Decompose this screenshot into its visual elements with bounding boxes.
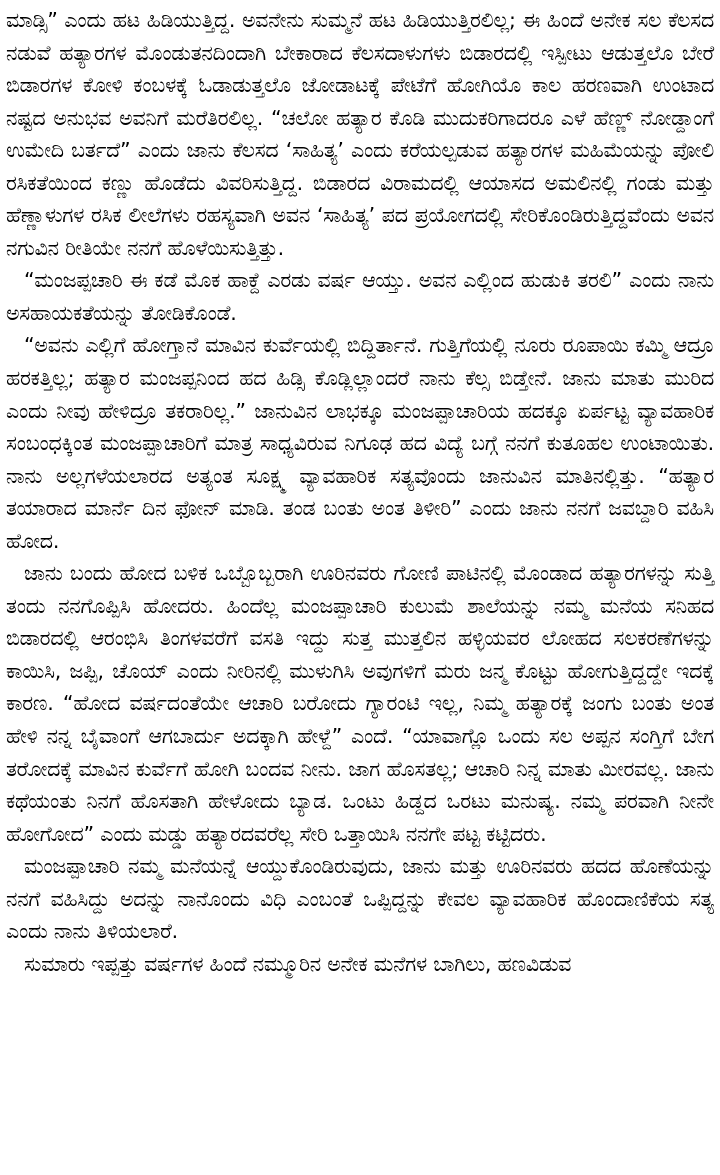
paragraph-3: “ಅವನು ಎಲ್ಲಿಗೆ ಹೋಗ್ತಾನೆ ಮಾವಿನ ಕುರ್ವೆಯಲ್ಲಿ ಬಿದ್ದಿರ್ತಾನೆ. ಗುತ್ತಿಗೆಯಲ್ಲಿ ನೂರು ರೂಪಾಯಿ ಕಮ್ಮಿ ಆದ್ರೂ ಹರಕತ್ತಿಲ್ಲ; ಹತ್ಯಾರ ಮಂಜಪ್ಪನಿಂದ ಹದ ಹಿಡ್ಸಿ ಕೊಡ್ಲಿಲ್ಲಾಂದರೆ ನಾನು ಕೆಲ್ಸ ಬಿಡ್ತೇನೆ. ಜಾನು ಮಾತು ಮುರಿದ ಎಂದು ನೀವು ಹೇಳಿದ್ರೂ ತಕರಾರಿಲ್ಲ.” ಜಾನುವಿನ ಲಾಭಕ್ಕೂ ಮಂಜಪ್ಪಾಚಾರಿಯ ಹದಕ್ಕೂ ಏರ್ಪಟ್ಟ ವ್ಯಾವಹಾರಿಕ ಸಂಬಂಧಕ್ಕಿಂತ ಮಂಜಪ್ಪಾಚಾರಿಗೆ ಮಾತ್ರ ಸಾಧ್ಯವಿರುವ ನಿಗೂಢ ಹದ ವಿದ್ಯೆ ಬಗ್ಗೆ ನನಗೆ ಕುತೂಹಲ ಉಂಟಾಯಿತು. ನಾನು ಅಲ್ಲಗಳೆಯಲಾರದ ಅತ್ಯಂತ ಸೂಕ್ಷ್ಮ ವ್ಯಾವಹಾರಿಕ ಸತ್ಯವೊಂದು ಜಾನುವಿನ ಮಾತಿನಲ್ಲಿತ್ತು. “ಹತ್ಯಾರ ತಯಾರಾದ ಮಾರ್ನೆ ದಿನ ಫೋನ್ ಮಾಡಿ. ತಂಡ ಬಂತು ಅಂತ ತಿಳೀರಿ” ಎಂದು ಜಾನು ನನಗೆ ಜವಬ್ದಾರಿ ವಹಿಸಿ ಹೋದ.	[6, 333, 714, 553]
paragraph-1: ಮಾಡ್ಸಿ” ಎಂದು ಹಟ ಹಿಡಿಯುತ್ತಿದ್ದ. ಅವನೇನು ಸುಮ್ಮನೆ ಹಟ ಹಿಡಿಯುತ್ತಿರಲಿಲ್ಲ; ಈ ಹಿಂದೆ ಅನೇಕ ಸಲ ಕೆಲಸದ ನಡುವೆ ಹತ್ಯಾರಗಳ ಮೊಂಡುತನದಿಂದಾಗಿ ಬೇಕಾರಾದ ಕೆಲಸದಾಳುಗಳು ಬಿಡಾರದಲ್ಲಿ ಇಸ್ಪೀಟು ಆಡುತ್ತಲೊ ಬೇರೆ ಬಿಡಾರಗಳ ಕೋಳಿ ಕಂಬಳಕ್ಕೆ ಓಡಾಡುತ್ತಲೊ ಜೋಡಾಟಕ್ಕೆ ಪೇಟೆಗೆ ಹೋಗಿಯೊ ಕಾಲ ಹರಣವಾಗಿ ಉಂಟಾದ ನಷ್ಟದ ಅನುಭವ ಅವನಿಗೆ ಮರೆತಿರಲಿಲ್ಲ. “ಚಲೋ ಹತ್ಯಾರ ಕೊಡಿ ಮುದುಕರಿಗಾದರೂ ಎಳೆ ಹೆಣ್ಣ್ ನೋಡ್ದಾಂಗೆ ಉಮೇದಿ ಬರ್ತದೆ” ಎಂದು ಜಾನು ಕೆಲಸದ ‘ಸಾಹಿತ್ಯ’ ಎಂದು ಕರೆಯಲ್ಪಡುವ ಹತ್ಯಾರಗಳ ಮಹಿಮೆಯನ್ನು ಪೋಲಿ ರಸಿಕತೆಯಿಂದ ಕಣ್ಣು ಹೊಡೆದು ವಿವರಿಸುತ್ತಿದ್ದ. ಬಿಡಾರದ ವಿರಾಮದಲ್ಲಿ ಆಯಾಸದ ಅಮಲಿನಲ್ಲಿ ಗಂಡು ಮತ್ತು ಹೆಣ್ಣಾಳುಗಳ ರಸಿಕ ಲೀಲೆಗಳು ರಹಸ್ಯವಾಗಿ ಅವನ ‘ಸಾಹಿತ್ಯ’ ಪದ ಪ್ರಯೋಗದಲ್ಲಿ ಸೇರಿಕೊಂಡಿರುತ್ತಿದ್ದವೆಂದು ಅವನ ನಗುವಿನ ರೀತಿಯೇ ನನಗೆ ಹೊಳೆಯಿಸುತ್ತಿತ್ತು.	[6, 8, 714, 260]
paragraph-2: “ಮಂಜಪ್ಪಚಾರಿ ಈ ಕಡೆ ಮೊಕ ಹಾಕ್ದೆ ಎರಡು ವರ್ಷ ಆಯ್ತು. ಅವನ ಎಲ್ಲಿಂದ ಹುಡುಕಿ ತರಲಿ” ಎಂದು ನಾನು ಅಸಹಾಯಕತೆಯನ್ನು ತೋಡಿಕೊಂಡೆ.	[6, 268, 714, 325]
paragraph-6: ಸುಮಾರು ಇಪ್ಪತ್ತು ವರ್ಷಗಳ ಹಿಂದೆ ನಮ್ಮೂರಿನ ಅನೇಕ ಮನೆಗಳ ಬಾಗಿಲು, ಹಣವಿಡುವ	[24, 951, 572, 976]
paragraph-5: ಮಂಜಪ್ಪಾಚಾರಿ ನಮ್ಮ ಮನೆಯನ್ನೆ ಆಯ್ದುಕೊಂಡಿರುವುದು, ಜಾನು ಮತ್ತು ಊರಿನವರು ಹದದ ಹೊಣೆಯನ್ನು ನನಗೆ ವಹಿಸಿದ್ದು ಅದನ್ನು ನಾನೊಂದು ವಿಧಿ ಎಂಬಂತೆ ಒಪ್ಪಿದ್ದನ್ನು ಕೇವಲ ವ್ಯಾವಹಾರಿಕ ಹೊಂದಾಣಿಕೆಯ ಸತ್ಯ ಎಂದು ನಾನು ತಿಳಿಯಲಾರೆ.	[6, 854, 714, 944]
paragraph-4: ಜಾನು ಬಂದು ಹೋದ ಬಳಿಕ ಒಬ್ಬೊಬ್ಬರಾಗಿ ಊರಿನವರು ಗೋಣಿ ಪಾಟಿನಲ್ಲಿ ಮೊಂಡಾದ ಹತ್ಯಾರಗಳನ್ನು ಸುತ್ತಿ ತಂದು ನನಗೊಪ್ಪಿಸಿ ಹೋದರು. ಹಿಂದೆಲ್ಲ ಮಂಜಪ್ಪಾಚಾರಿ ಕುಲುಮೆ ಶಾಲೆಯನ್ನು ನಮ್ಮ ಮನೆಯ ಸನಿಹದ ಬಿಡಾರದಲ್ಲಿ ಆರಂಭಿಸಿ ತಿಂಗಳವರೆಗೆ ವಸತಿ ಇದ್ದು ಸುತ್ತ ಮುತ್ತಲಿನ ಹಳ್ಳಿಯವರ ಲೋಹದ ಸಲಕರಣೆಗಳನ್ನು ಕಾಯಿಸಿ, ಜಪ್ಪಿ, ಚೊಯ್ ಎಂದು ನೀರಿನಲ್ಲಿ ಮುಳುಗಿಸಿ ಅವುಗಳಿಗೆ ಮರು ಜನ್ಮ ಕೊಟ್ಟು ಹೋಗುತ್ತಿದ್ದದ್ದೇ ಇದಕ್ಕೆ ಕಾರಣ. “ಹೋದ ವರ್ಷದಂತೆಯೇ ಆಚಾರಿ ಬರೋದು ಗ್ಯಾರಂಟಿ ಇಲ್ಲ, ನಿಮ್ಮ ಹತ್ಯಾರಕ್ಕೆ ಜಂಗು ಬಂತು ಅಂತ ಹೇಳಿ ನನ್ನ ಬೈವಾಂಗೆ ಆಗಬಾರ್ದು ಅದಕ್ಕಾಗಿ ಹೇಳ್ದೆ” ಎಂದೆ. “ಯಾವಾಗ್ಲೊ ಒಂದು ಸಲ ಅಪ್ಪನ ಸಂಗ್ತಿಗೆ ಬೇಗ ತರೋದಕ್ಕೆ ಮಾವಿನ ಕುರ್ವೆಗೆ ಹೋಗಿ ಬಂದವ ನೀನು. ಜಾಗ ಹೊಸತಲ್ಲ; ಆಚಾರಿ ನಿನ್ನ ಮಾತು ಮೀರವಲ್ಲ. ಜಾನು ಕಥೆಯಂತು ನಿನಗೆ ಹೊಸತಾಗಿ ಹೇಳೋದು ಬ್ಯಾಡ. ಒಂಟು ಹಿಡ್ದದ ಒರಟು ಮನುಷ್ಯ. ನಮ್ಮ ಪರವಾಗಿ ನೀನೇ ಹೋಗೋದ” ಎಂದು ಮಡ್ಡು ಹತ್ಯಾರದವರೆಲ್ಲ ಸೇರಿ ಒತ್ತಾಯಿಸಿ ನನಗೇ ಪಟ್ಟ ಕಟ್ಟಿದರು.	[6, 561, 714, 846]
